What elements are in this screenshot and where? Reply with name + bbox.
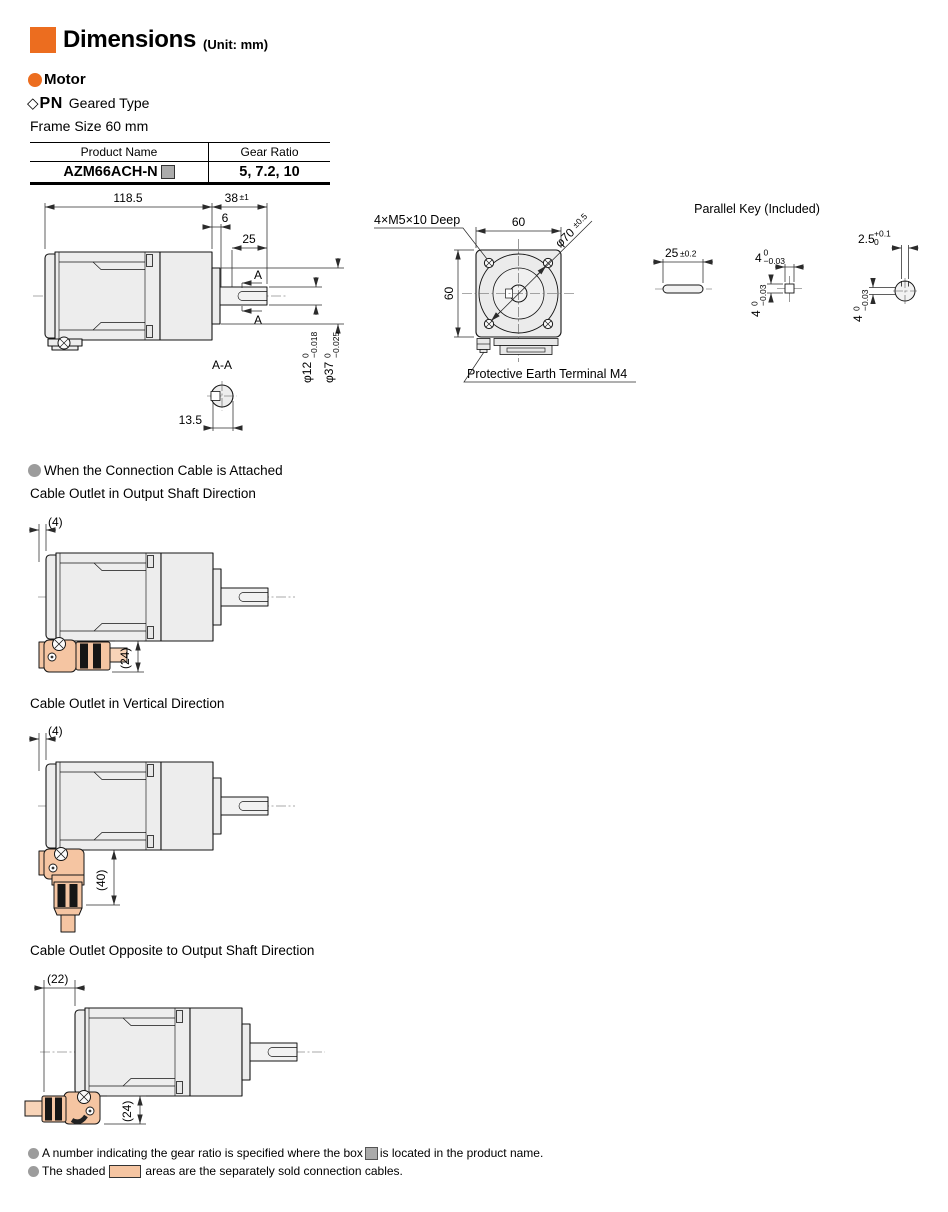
page-title: Dimensions: [63, 26, 197, 53]
dim-boss-diameter: [322, 331, 341, 383]
frame-size-label: Frame Size 60 mm: [30, 118, 149, 134]
parallel-key-drawing: [645, 195, 945, 340]
svg-text:−0.03: −0.03: [758, 284, 768, 306]
motor-section-heading: [28, 71, 86, 88]
dim-key-length: 25: [242, 232, 256, 246]
svg-text:(40): (40): [94, 869, 108, 891]
dim-cable-height: [94, 870, 108, 891]
svg-text:−0.025: −0.025: [331, 331, 341, 358]
svg-text:0: 0: [763, 247, 769, 258]
svg-text:0: 0: [874, 237, 879, 247]
dim-bolt-circle: [552, 211, 592, 250]
col-product-name: Product Name: [30, 143, 209, 161]
section-arrow-a-bottom: A: [253, 313, 263, 327]
note-bullet-icon: [28, 1148, 39, 1159]
parallel-key-title: Parallel Key (Included): [694, 202, 820, 216]
dim-cable-rear: (4): [48, 724, 63, 738]
svg-text:0: 0: [749, 301, 760, 306]
geared-type-heading: [27, 94, 149, 113]
product-name-cell: AZM66ACH-N: [30, 162, 209, 182]
cable-outlet-vertical-drawing: [25, 718, 325, 933]
product-table: [30, 142, 330, 185]
shaft-cross-section: [207, 381, 237, 411]
note-gear-ratio: A number indicating the gear ratio is specified where the box is located in the product name.: [28, 1146, 543, 1160]
connection-cable-assembly: [39, 638, 127, 673]
key-side-view: [653, 246, 713, 293]
connection-cable-swatch: [109, 1165, 141, 1178]
gear-ratio-box-icon: [161, 165, 175, 179]
connection-cable-assembly: [25, 1091, 100, 1125]
dim-cable-height: [118, 648, 132, 669]
note-shaded-cables: The shaded areas are the separately sold connection cables.: [28, 1164, 403, 1178]
gear-ratio-cell: 5, 7.2, 10: [239, 164, 300, 180]
note-bullet-icon: [28, 1166, 39, 1177]
section-arrow-a-top: A: [253, 268, 263, 282]
svg-text:(24): (24): [120, 1100, 134, 1122]
table-row: [30, 162, 330, 182]
gray-box-icon: [365, 1147, 378, 1160]
svg-text:4: 4: [851, 315, 865, 322]
svg-text:+0.1: +0.1: [874, 228, 891, 239]
orange-square-icon: [30, 27, 56, 53]
dim-key-flat: 13.5: [178, 413, 202, 427]
motor-connector-housing: [477, 339, 558, 355]
svg-text:0: 0: [851, 306, 862, 311]
col-gear-ratio: Gear Ratio: [240, 145, 299, 159]
connection-cable-assembly: [39, 848, 84, 933]
series-label: PN: [39, 95, 63, 112]
unit-label: (Unit: mm): [203, 36, 269, 52]
dim-cable-rear: (4): [48, 515, 63, 529]
tap-holes-note: 4×M5×10 Deep: [374, 213, 461, 227]
motor-label: Motor: [44, 71, 86, 88]
svg-text:4: 4: [749, 310, 763, 317]
svg-text:0: 0: [322, 353, 333, 358]
gray-bullet-icon: [28, 464, 41, 477]
geared-type-label: Geared Type: [68, 95, 150, 111]
table-header-row: [30, 143, 330, 162]
dim-shaft-diameter: [300, 331, 319, 383]
svg-text:φ12: φ12: [300, 361, 314, 383]
dim-body-length: 118.5: [113, 191, 143, 205]
svg-text:−0.03: −0.03: [860, 289, 870, 311]
dim-frame-width: 60: [511, 215, 526, 229]
side-view-drawing: [30, 185, 365, 447]
key-cross-section-view: [749, 248, 804, 318]
svg-text:±0.2: ±0.2: [680, 248, 697, 259]
front-view-drawing: [360, 195, 650, 391]
cable-c-title: Cable Outlet Opposite to Output Shaft Direction: [30, 943, 315, 958]
dim-cable-rear: (22): [47, 972, 69, 986]
svg-text:0: 0: [300, 353, 311, 358]
svg-text:φ37: φ37: [322, 361, 336, 383]
dim-shaft-length-tol: ±1: [239, 192, 249, 202]
page-header: [30, 26, 268, 54]
shaft-keyway-view: [851, 229, 919, 323]
svg-text:60: 60: [442, 286, 456, 301]
dim-step: 6: [221, 211, 229, 225]
svg-text:−0.018: −0.018: [309, 331, 319, 358]
diamond-icon: ◇: [27, 94, 39, 112]
svg-text:±0.5: ±0.5: [570, 211, 590, 230]
cable-a-title: Cable Outlet in Output Shaft Direction: [30, 486, 256, 501]
dim-cable-height: [120, 1101, 134, 1122]
cable-outlet-shaft-drawing: [25, 505, 325, 690]
dim-shaft-length: 38: [224, 191, 238, 205]
section-view-title: A-A: [211, 358, 233, 372]
cable-section-heading: When the Connection Cable is Attached: [28, 463, 283, 478]
dim-frame-height: [442, 287, 456, 301]
cable-outlet-opposite-drawing: [10, 958, 355, 1138]
svg-text:−0.03: −0.03: [763, 256, 786, 266]
svg-text:4: 4: [755, 251, 762, 265]
svg-text:(24): (24): [118, 647, 132, 669]
svg-text:φ70: φ70: [552, 225, 578, 251]
svg-text:25: 25: [665, 246, 679, 260]
orange-bullet-icon: [28, 73, 42, 87]
cable-b-title: Cable Outlet in Vertical Direction: [30, 696, 225, 711]
earth-terminal-note: Protective Earth Terminal M4: [467, 367, 628, 381]
svg-text:2.5: 2.5: [858, 232, 875, 246]
